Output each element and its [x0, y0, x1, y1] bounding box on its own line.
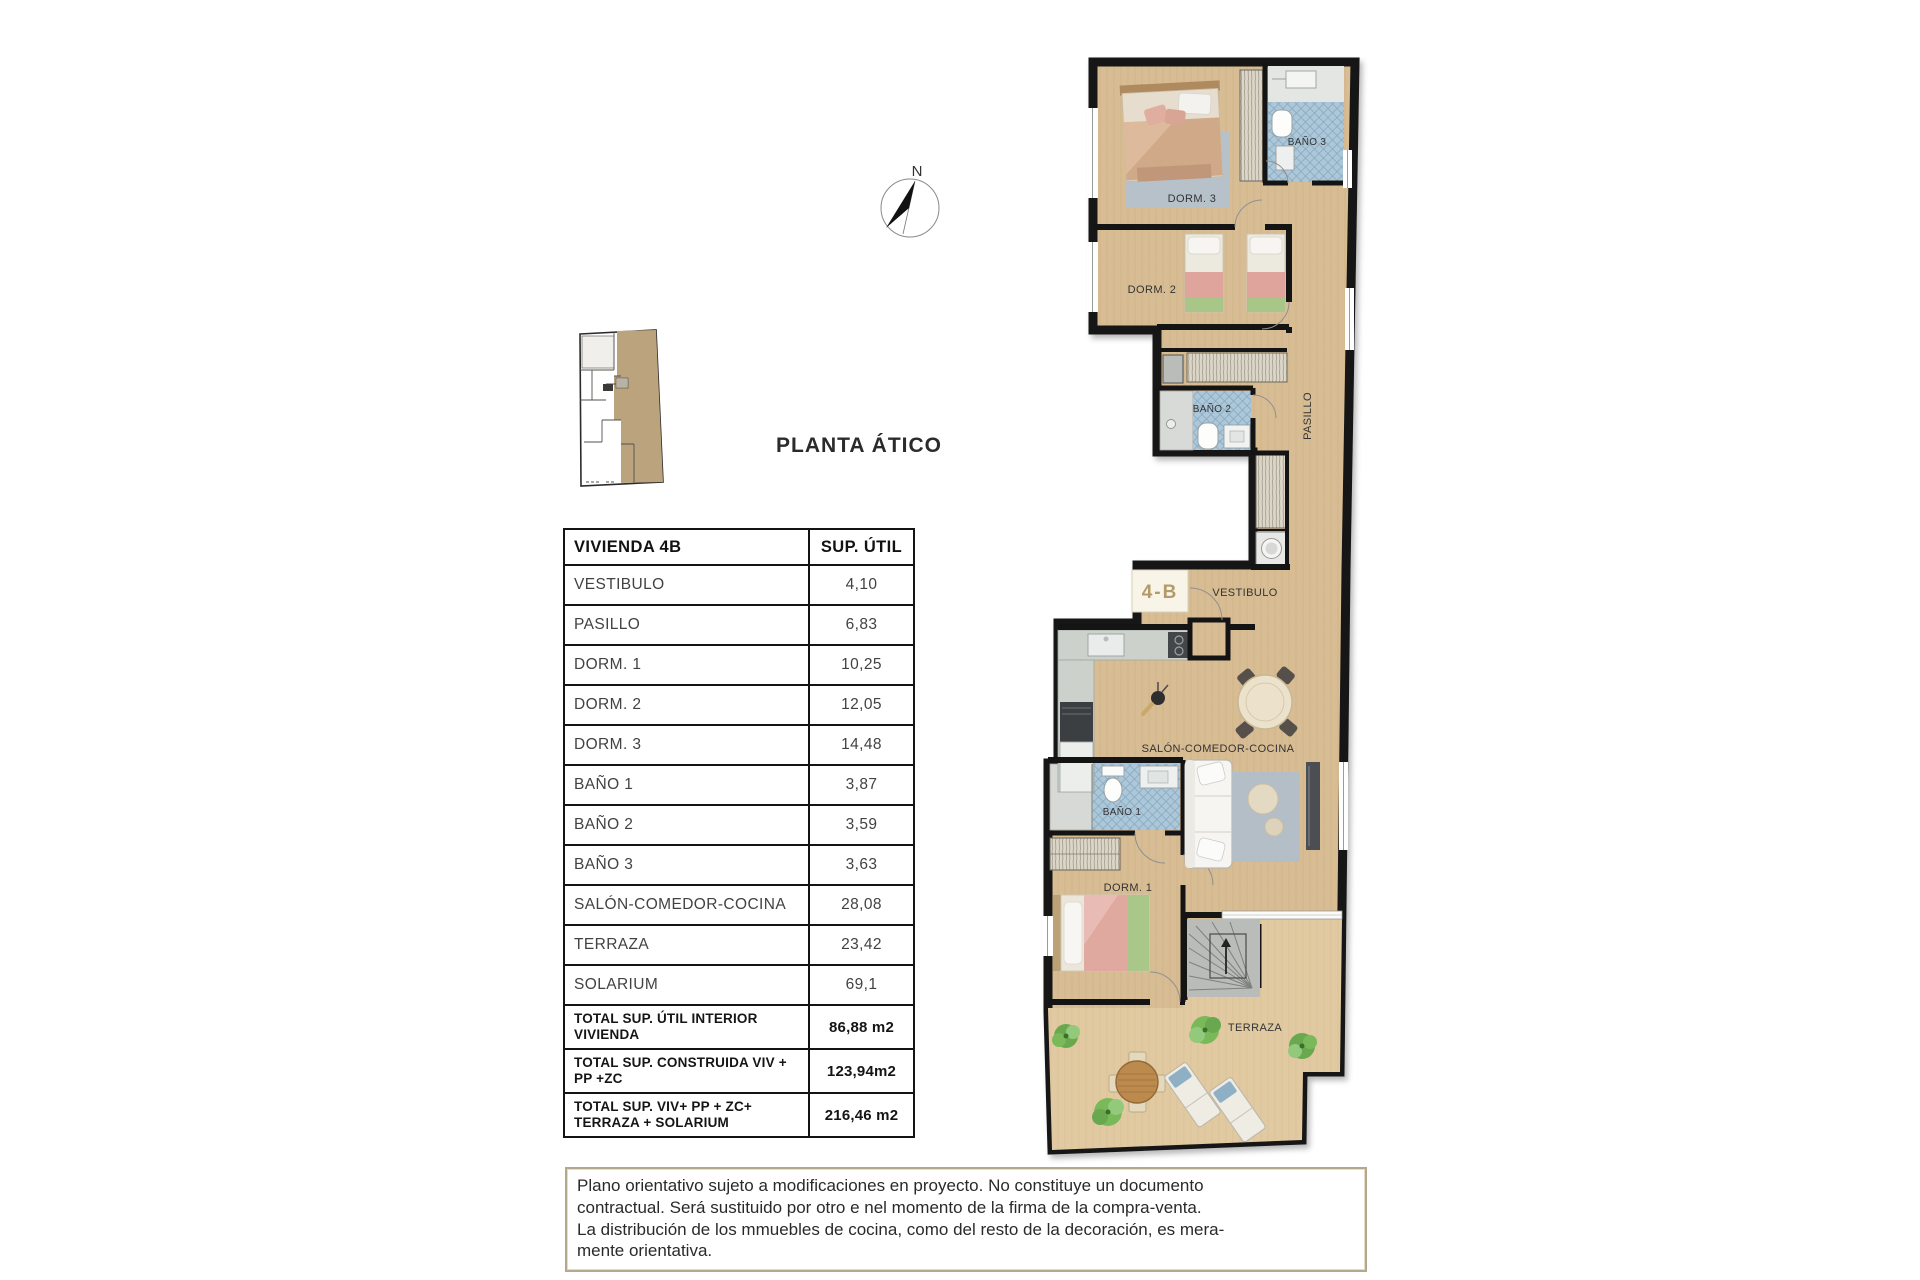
- sliding-door: [1222, 911, 1342, 919]
- room-label-pasillo: PASILLO: [1302, 392, 1314, 440]
- entry-landing: [1190, 620, 1228, 658]
- disclaimer-box: [565, 1167, 1367, 1272]
- sofa: [1185, 760, 1232, 868]
- table-row: BAÑO 3 3,63: [565, 846, 913, 886]
- disclaimer-line: Plano orientativo sujeto a modificaciones en proyecto. No constituye un documento: [577, 1176, 1204, 1195]
- key-plan-unit-highlight: [614, 330, 663, 483]
- room-label-dorm1: DORM. 1: [1103, 882, 1153, 894]
- closet-hall: [1187, 353, 1287, 382]
- bathroom-2: [1160, 391, 1251, 450]
- table-row: VESTIBULO 4,10: [565, 566, 913, 606]
- room-label-bano1: BAÑO 1: [1102, 807, 1142, 818]
- unit-badge: [1132, 570, 1188, 612]
- closet-dorm3: [1240, 70, 1264, 181]
- table-header-name: VIVIENDA 4B: [565, 530, 810, 564]
- closet-corridor: [1256, 455, 1287, 528]
- table-row: TERRAZA 23,42: [565, 926, 913, 966]
- room-label-salon: SALÓN-COMEDOR-COCINA: [1141, 743, 1295, 755]
- room-label-terraza: TERRAZA: [1227, 1022, 1283, 1034]
- duct: [1163, 355, 1183, 383]
- areas-table: [563, 528, 915, 1138]
- table-header-value: SUP. ÚTIL: [820, 537, 903, 556]
- room-label-bano3: BAÑO 3: [1287, 137, 1327, 148]
- room-label-bano2: BAÑO 2: [1192, 404, 1232, 415]
- table-row: SALÓN-COMEDOR-COCINA 28,08: [565, 886, 913, 926]
- table-row: DORM. 3 14,48: [565, 726, 913, 766]
- table-row: DORM. 1 10,25: [565, 646, 913, 686]
- table-row: PASILLO 6,83: [565, 606, 913, 646]
- washing-machine: [1256, 532, 1287, 565]
- unit-badge-label: 4-B: [1141, 582, 1179, 603]
- table-row: BAÑO 2 3,59: [565, 806, 913, 846]
- dining-table: [1234, 665, 1298, 739]
- disclaimer-line: contractual. Será sustituido por otro e nel momento de la firma de la compra-venta.: [577, 1197, 1202, 1217]
- compass-north-label: N: [911, 163, 923, 180]
- disclaimer-line: La distribución de los mmuebles de cocina, como del resto de la decoración, es mera-: [577, 1219, 1225, 1239]
- bed-dorm1: [1053, 895, 1149, 971]
- stairs: [1187, 919, 1260, 997]
- key-plan: [572, 324, 672, 494]
- table-row: BAÑO 1 3,87: [565, 766, 913, 806]
- north-compass-icon: [866, 120, 966, 245]
- page-title: PLANTA ÁTICO: [776, 434, 942, 457]
- bathroom-3: [1268, 66, 1344, 182]
- room-label-vestibulo: VESTIBULO: [1212, 587, 1278, 599]
- floor-plan: [1040, 50, 1400, 1165]
- table-header-row: [565, 530, 913, 566]
- table-row: SOLARIUM 69,1: [565, 966, 913, 1006]
- rug-salon: [1232, 772, 1300, 862]
- table-total-row: TOTAL SUP. ÚTIL INTERIOR VIVIENDA 86,88 m2: [565, 1006, 913, 1050]
- room-label-dorm2: DORM. 2: [1127, 284, 1177, 296]
- room-label-dorm3: DORM. 3: [1167, 193, 1217, 205]
- bed-dorm3: [1120, 80, 1230, 208]
- table-row: DORM. 2 12,05: [565, 686, 913, 726]
- table-total-row: TOTAL SUP. VIV+ PP + ZC+ TERRAZA + SOLARIUM 216,46 m2: [565, 1094, 913, 1136]
- table-total-row: TOTAL SUP. CONSTRUIDA VIV + PP +ZC 123,94m2: [565, 1050, 913, 1094]
- disclaimer-line: mente orientativa.: [577, 1241, 713, 1261]
- tv-unit: [1306, 762, 1320, 850]
